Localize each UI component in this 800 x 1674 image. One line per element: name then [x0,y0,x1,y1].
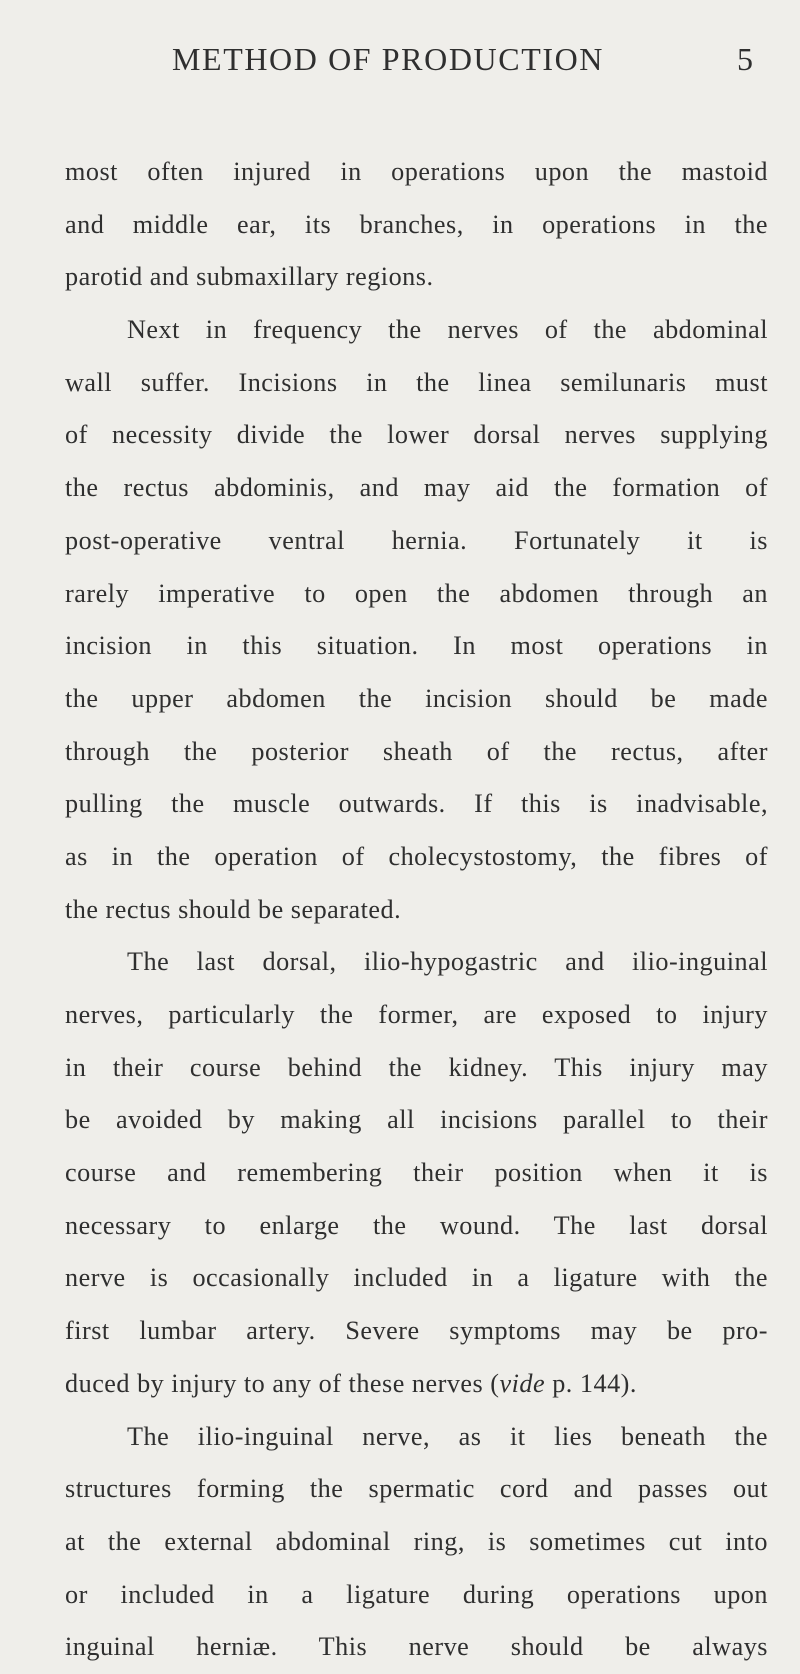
text-line: the upper abdomen the incision should be made [65,683,768,713]
text-line: of necessity divide the lower dorsal nerves supplying [65,420,768,450]
text-line [65,1358,768,1411]
text-line: necessary to enlarge the wound. The last dorsal [65,1210,768,1240]
text-line: wall suffer. Incisions in the linea semilunaris must [65,367,768,397]
text-line: inguinal herniæ. This nerve should be always [65,1632,768,1662]
text-line: first lumbar artery. Severe symptoms may be pro- [65,1316,768,1346]
text-line: through the posterior sheath of the rectus, after [65,736,768,766]
text-segment: p. 144). [545,1368,637,1398]
text-segment: duced by injury to any of these nerves ( [65,1368,500,1398]
text-line: the rectus abdominis, and may aid the formation of [65,473,768,503]
italic-word: vide [499,1368,546,1398]
text-line: structures forming the spermatic cord and passes out [65,1474,768,1504]
text-line: post-operative ventral hernia. Fortunately it is [65,525,768,555]
text-line: and middle ear, its branches, in operations in the [65,209,768,239]
running-head [0,34,800,84]
text-line: pulling the muscle outwards. If this is inadvisable, [65,789,768,819]
text-line: the rectus should be separated. [65,894,402,924]
text-line: be avoided by making all incisions parallel to their [65,1105,768,1135]
text-line: in their course behind the kidney. This injury may [65,1052,768,1082]
text-line: nerve is occasionally included in a ligature with the [65,1263,768,1293]
text-line: most often injured in operations upon the mastoid [65,157,768,186]
text-line: rarely imperative to open the abdomen through an [65,578,768,608]
text-line: nerves, particularly the former, are exposed to injury [65,1000,768,1029]
running-title: METHOD OF PRODUCTION [172,41,605,77]
text-line: incision in this situation. In most operations in [65,631,768,661]
text-line: The last dorsal, ilio-hypogastric and ilio-inguinal [127,947,768,977]
text-line: at the external abdominal ring, is sometimes cut into [65,1526,768,1556]
page-number: 5 [737,41,753,77]
text-line: as in the operation of cholecystostomy, the fibres of [65,841,768,871]
body-text [65,146,768,1674]
text-line: or included in a ligature during operations upon [65,1579,768,1609]
text-line: Next in frequency the nerves of the abdominal [127,315,768,345]
text-line: course and remembering their position when it is [65,1158,768,1188]
text-line: parotid and submaxillary regions. [65,262,434,292]
text-line: The ilio-inguinal nerve, as it lies beneath the [127,1421,768,1451]
